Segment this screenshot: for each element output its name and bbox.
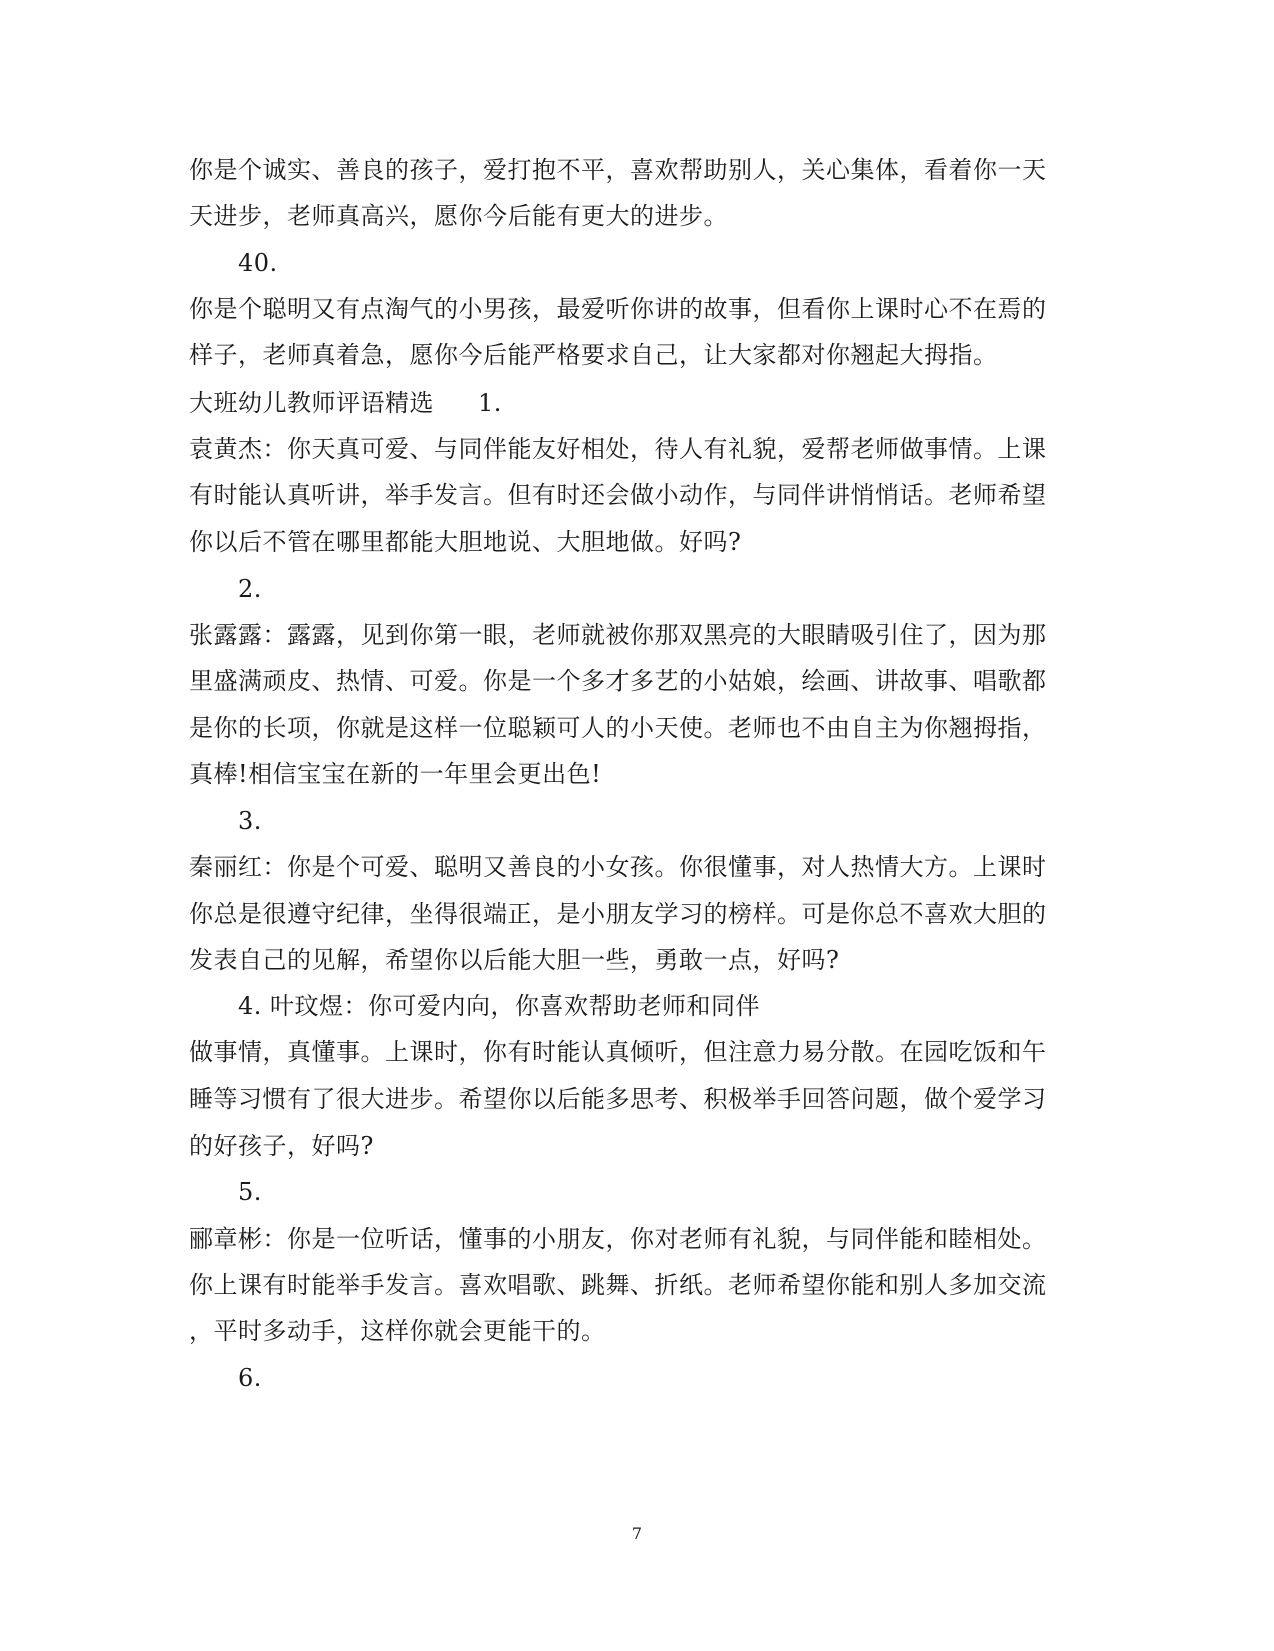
item-number: 1. xyxy=(478,389,502,417)
text-line: 郦章彬：你是一位听话，懂事的小朋友，你对老师有礼貌，与同伴能和睦相处。 xyxy=(189,1225,1047,1253)
text-line: 样子，老师真着急，愿你今后能严格要求自己，让大家都对你翘起大拇指。 xyxy=(189,341,998,369)
text-line: 秦丽红：你是个可爱、聪明又善良的小女孩。你很懂事，对人热情大方。上课时 xyxy=(189,853,1047,881)
text-line: 天进步，老师真高兴，愿你今后能有更大的进步。 xyxy=(189,202,728,230)
section-heading xyxy=(189,388,1089,418)
text-line: 发表自己的见解，希望你以后能大胆一些，勇敢一点，好吗? xyxy=(189,946,840,974)
text-line: 你上课有时能举手发言。喜欢唱歌、跳舞、折纸。老师希望你能和别人多加交流 xyxy=(189,1271,1047,1299)
text-line: 你是个聪明又有点淘气的小男孩，最爱听你讲的故事，但看你上课时心不在焉的 xyxy=(189,295,1047,323)
text-line: 袁黄杰：你天真可爱、与同伴能友好相处，待人有礼貌，爱帮老师做事情。上课 xyxy=(189,435,1047,463)
text-line: 你总是很遵守纪律，坐得很端正，是小朋友学习的榜样。可是你总不喜欢大胆的 xyxy=(189,900,1047,928)
text-line: 真棒!相信宝宝在新的一年里会更出色! xyxy=(189,760,602,788)
text-line: 4. 叶玟煜：你可爱内向，你喜欢帮助老师和同伴 xyxy=(238,992,761,1020)
item-number: 40. xyxy=(238,249,278,277)
text-line: 张露露：露露，见到你第一眼，老师就被你那双黑亮的大眼睛吸引住了，因为那 xyxy=(189,621,1047,649)
text-line: 你以后不管在哪里都能大胆地说、大胆地做。好吗? xyxy=(189,528,742,556)
item-number: 5. xyxy=(238,1178,262,1206)
page-number: 7 xyxy=(631,1524,643,1543)
text-line: 有时能认真听讲，举手发言。但有时还会做小动作，与同伴讲悄悄话。老师希望 xyxy=(189,481,1047,509)
item-number: 3. xyxy=(238,807,262,835)
item-number: 6. xyxy=(238,1364,262,1392)
text-line: 你是个诚实、善良的孩子，爱打抱不平，喜欢帮助别人，关心集体，看着你一天 xyxy=(189,156,1047,184)
text-line: 的好孩子，好吗? xyxy=(189,1132,374,1160)
text-line: 里盛满顽皮、热情、可爱。你是一个多才多艺的小姑娘，绘画、讲故事、唱歌都 xyxy=(189,667,1047,695)
text-line: 睡等习惯有了很大进步。希望你以后能多思考、积极举手回答问题，做个爱学习 xyxy=(189,1085,1047,1113)
text-line: ，平时多动手，这样你就会更能干的。 xyxy=(189,1317,606,1345)
item-number: 2. xyxy=(238,575,262,603)
section-heading-title: 大班幼儿教师评语精选 xyxy=(189,389,434,417)
text-line: 是你的长项，你就是这样一位聪颖可人的小天使。老师也不由自主为你翘拇指， xyxy=(189,714,1047,742)
text-line: 做事情，真懂事。上课时，你有时能认真倾听，但注意力易分散。在园吃饭和午 xyxy=(189,1038,1047,1066)
